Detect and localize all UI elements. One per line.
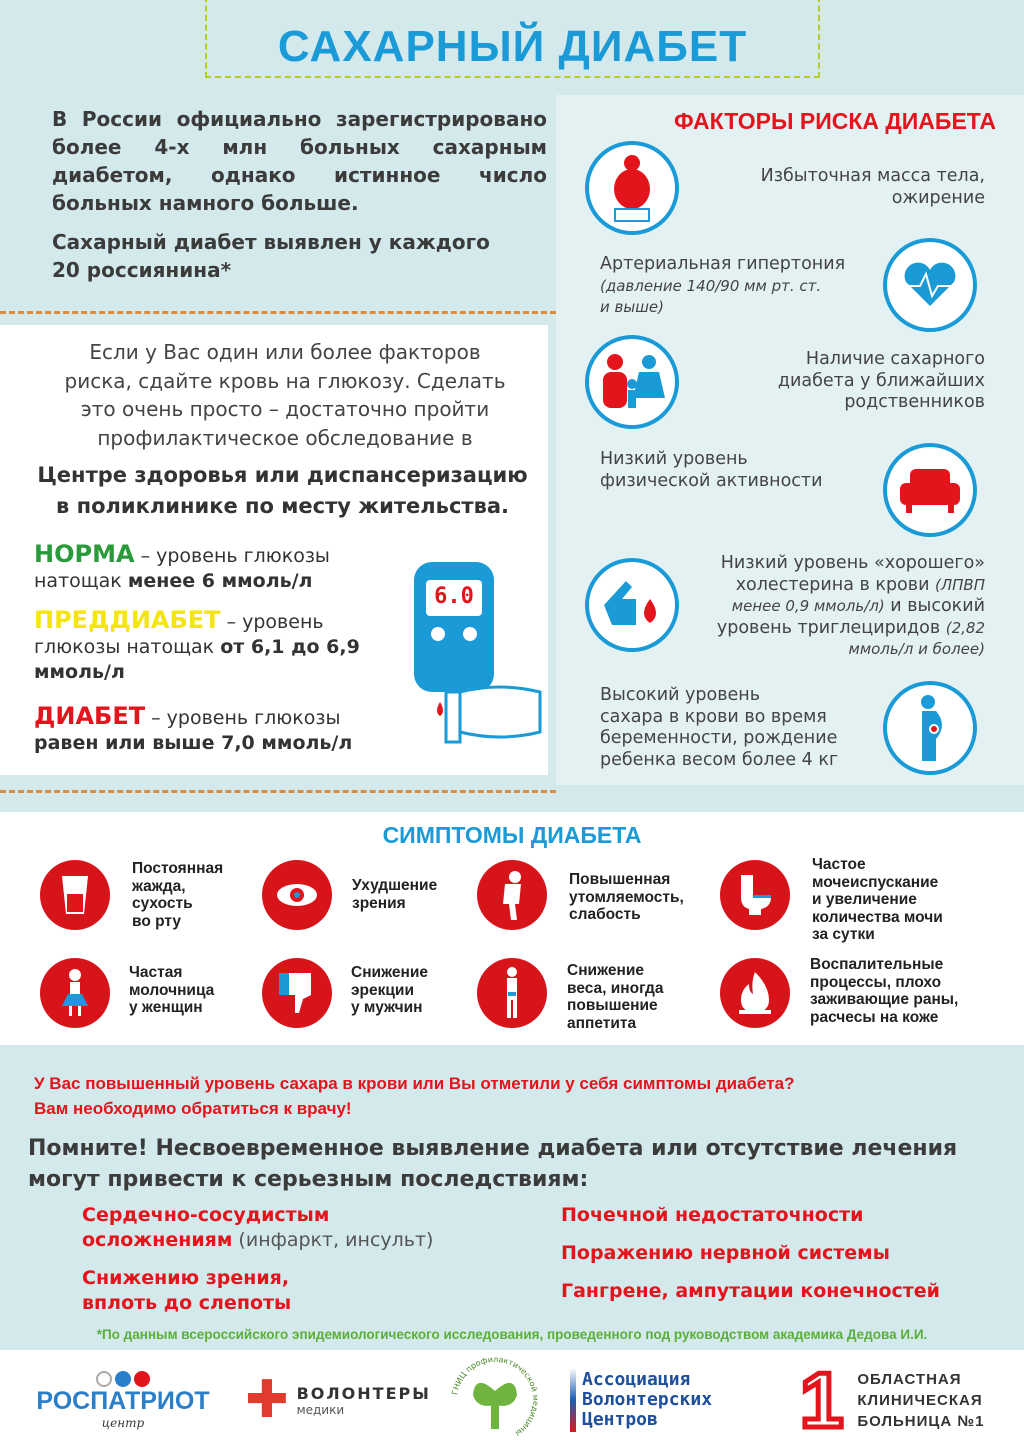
consequence-item: Снижению зрения, вплоть до слепоты — [82, 1267, 292, 1314]
symptom-text: Повышенная утомляемость, слабость — [569, 871, 684, 923]
advice-text: Если у Вас один или более факторов риска, сдайте кровь на глюкозу. Сделать это очень просто – достаточно пройти профилактическое обследование в — [64, 340, 506, 450]
consequence-note: (инфаркт, инсульт) — [232, 1229, 434, 1251]
logo-volunteers-medics — [245, 1360, 431, 1440]
red-cross-icon: ✚ — [245, 1370, 289, 1430]
factor-label: Низкий уровень «хорошего» холестерина в крови — [720, 553, 985, 595]
consequence-item: Поражению нервной системы — [561, 1242, 890, 1264]
risk-factors-title: ФАКТОРЫ РИСКА ДИАБЕТА — [673, 108, 996, 134]
factor-text: Высокий уровень сахара в крови во время беременности, рождение ребенка весом более 4 кг — [600, 685, 839, 770]
fire-icon — [720, 958, 790, 1028]
consequence-label: Сердечно-сосудистым осложнениям — [82, 1204, 330, 1251]
hospital-one-icon: 1 — [800, 1356, 844, 1444]
symptoms-title: СИМПТОМЫ ДИАБЕТА — [382, 822, 642, 848]
level-name: ДИАБЕТ — [34, 702, 146, 730]
tired-person-icon — [477, 860, 547, 930]
level-text: – уровень глюкозы — [145, 707, 341, 729]
level-value: от 6,1 до 6,9 ммоль/л — [34, 636, 360, 683]
logo-gnic — [450, 1355, 540, 1445]
warning-question: У Вас повышенный уровень сахара в крови или Вы отметили у себя симптомы диабета? — [34, 1074, 795, 1093]
symptom-text: Воспалительные процессы, плохо заживающие раны, расчесы на коже — [810, 956, 959, 1026]
logo-name: ВОЛОНТЕРЫ — [296, 1383, 431, 1403]
factor-text — [600, 254, 880, 319]
factor-note: (давление 140/90 мм рт. ст. и выше) — [600, 276, 822, 316]
advice-bold-text: Центре здоровья или диспансеризацию в поликлинике по месту жительства. — [37, 463, 528, 518]
level-name: ПРЕДДИАБЕТ — [34, 606, 221, 634]
factor-label: и высокий уровень триглециридов — [716, 596, 985, 638]
logo-sub: центр — [101, 1415, 145, 1430]
factor-label: Артериальная гипертония — [600, 254, 846, 274]
armchair-icon — [883, 443, 977, 537]
logo-name: РОСПАТРИОТ — [36, 1386, 210, 1415]
symptom-text: Частое мочеиспускание и увеличение количества мочи за сутки — [812, 856, 943, 943]
symptom-text: Снижение веса, иногда повышение аппетита — [567, 962, 664, 1032]
toilet-icon — [720, 860, 790, 930]
logo-volunteer-centers — [570, 1360, 770, 1440]
consequence-item: Гангрене, ампутации конечностей — [561, 1280, 940, 1302]
logo-rospatriot — [28, 1360, 218, 1440]
logo-name-arc: ГНИЦ профилактической медицины — [450, 1355, 540, 1439]
intro-statistic: Сахарный диабет выявлен у каждого 20 россиянина* — [52, 230, 490, 282]
factor-text — [600, 553, 985, 661]
level-name: НОРМА — [34, 540, 135, 568]
logo-regional-hospital — [800, 1356, 1010, 1444]
rospatriot-circles-icon — [96, 1371, 150, 1387]
symptom-text: Частая молочница у женщин — [129, 964, 215, 1016]
footnote: *По данным всероссийского эпидемиологического исследования, проведенного под руководством академика Дедова И.И. — [96, 1327, 928, 1342]
meter-display: 6.0 — [434, 584, 474, 609]
level-text: – уровень глюкозы натощак — [34, 611, 324, 658]
factor-text: Низкий уровень физической активности — [600, 449, 823, 491]
consequence-item — [82, 1203, 502, 1253]
level-diabetes — [34, 704, 394, 756]
thin-person-icon — [477, 958, 547, 1028]
glass-icon — [40, 860, 110, 930]
heart-pressure-icon — [883, 238, 977, 332]
intro-paragraph: В России официально зарегистрировано более 4-х млн больных сахарным диабетом, однако истинное число больных намного больше. — [52, 107, 547, 215]
consequence-item: Почечной недостаточности — [561, 1204, 864, 1226]
factor-text: Избыточная масса тела, ожирение — [760, 166, 985, 208]
thumbs-down-icon — [262, 958, 332, 1028]
symptom-text: Постоянная жажда, сухость во рту — [132, 860, 224, 930]
symptom-text: Ухудшение зрения — [352, 877, 438, 912]
pregnant-woman-icon — [883, 681, 977, 775]
level-norm — [34, 542, 394, 594]
level-prediabetes — [34, 608, 364, 685]
page-title: САХАРНЫЙ ДИАБЕТ — [277, 22, 748, 71]
level-value: менее 6 ммоль/л — [127, 570, 313, 592]
logo-name: ОБЛАСТНАЯ КЛИНИЧЕСКАЯ БОЛЬНИЦА №1 — [857, 1370, 985, 1430]
logo-name: Ассоциация Волонтерских Центров — [582, 1369, 713, 1430]
symptom-text: Снижение эрекции у мужчин — [351, 964, 429, 1016]
warning-advice: Вам необходимо обратиться к врачу! — [34, 1099, 352, 1118]
factor-text: Наличие сахарного диабета у ближайших родственников — [777, 349, 985, 412]
level-text: – уровень глюкозы натощак — [34, 545, 330, 592]
remember-text: Помните! Несвоевременное выявление диабета или отсутствие лечения могут привести к серьезным последствиям: — [28, 1136, 958, 1192]
factor-note: (ЛПВП менее 0,9 ммоль/л) — [731, 575, 985, 615]
woman-icon — [40, 958, 110, 1028]
divider — [0, 790, 556, 793]
divider — [0, 311, 556, 314]
glucometer-icon — [400, 552, 550, 752]
factor-note: (2,82 ммоль/л и более) — [848, 618, 985, 658]
eye-icon — [262, 860, 332, 930]
logo-sub: медики — [296, 1402, 345, 1417]
gnic-emblem-icon — [450, 1355, 540, 1445]
flag-stripe-icon — [570, 1368, 576, 1432]
level-value: равен или выше 7,0 ммоль/л — [34, 732, 353, 754]
